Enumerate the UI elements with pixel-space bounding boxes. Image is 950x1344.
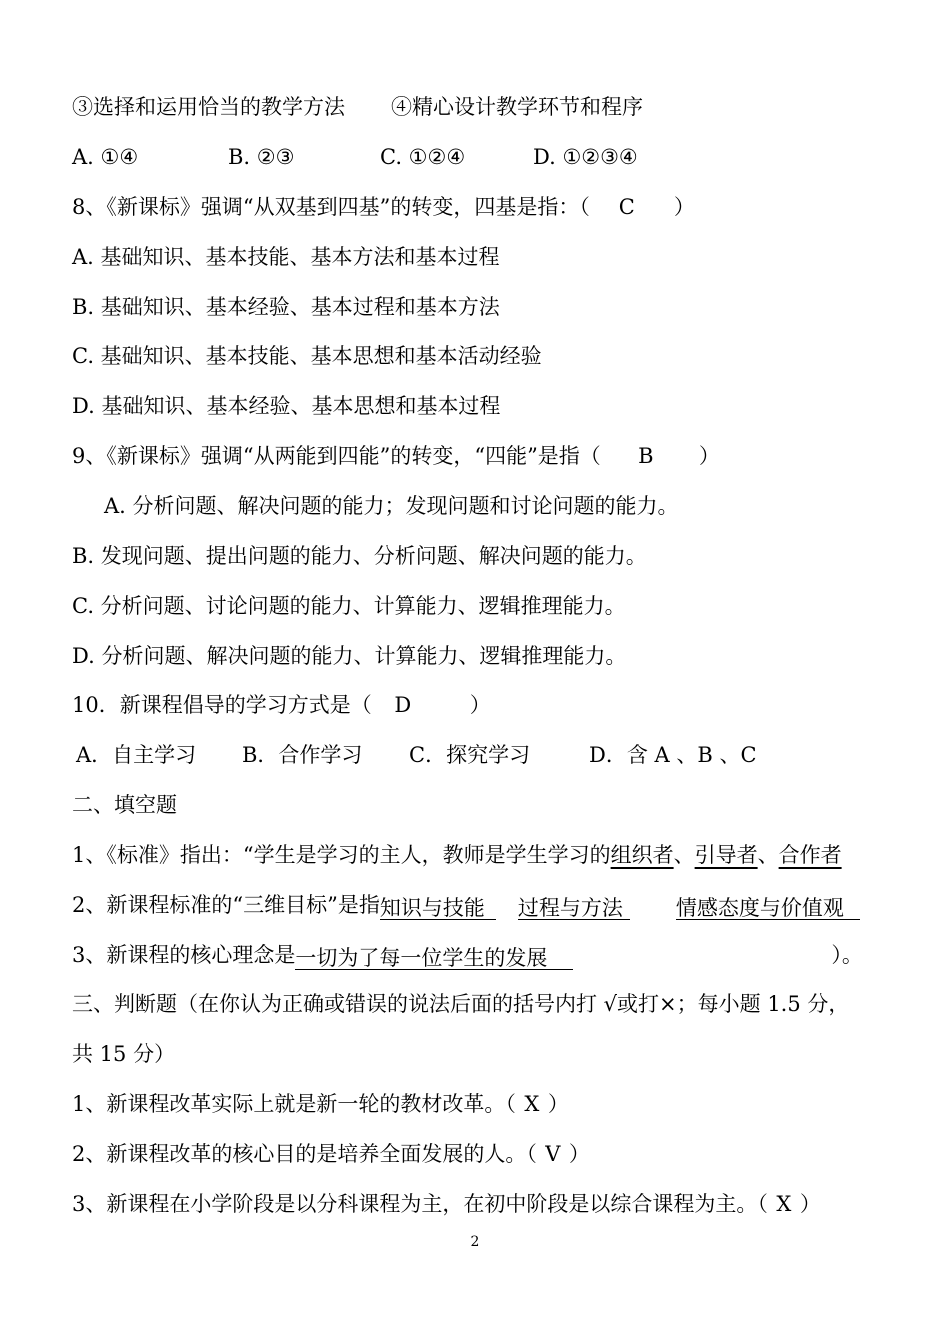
q9-stem: 9、《新课标》强调“从两能到四能”的转变，“四能”是指（ B ） bbox=[72, 441, 720, 471]
q7-option-a: A. ①④ bbox=[72, 145, 139, 169]
tf-1-answer: X bbox=[524, 1092, 540, 1116]
fill-1-answer-3: 合作者 bbox=[778, 843, 842, 867]
q10-option-c: C．探究学习 bbox=[409, 743, 531, 767]
section-3-title-cont: 共 15 分） bbox=[72, 1042, 176, 1066]
tf-3-answer: X bbox=[776, 1192, 792, 1216]
fill-1-answer-1: 组织者 bbox=[610, 843, 674, 867]
q7-options-line bbox=[72, 142, 638, 172]
q7-items-line bbox=[72, 92, 643, 122]
q7-item-3: ③选择和运用恰当的教学方法 bbox=[72, 95, 345, 119]
fill-1: 1、《标准》指出：“学生是学习的主人，教师是学生学习的组织者、引导者、合作者 bbox=[72, 843, 842, 867]
q9-option-c: C. 分析问题、讨论问题的能力、计算能力、逻辑推理能力。 bbox=[72, 594, 626, 618]
q8-option-c: C. 基础知识、基本技能、基本思想和基本活动经验 bbox=[72, 344, 542, 368]
q9-option-d: D. 分析问题、解决问题的能力、计算能力、逻辑推理能力。 bbox=[72, 644, 627, 668]
q10-option-d: D．含 A 、B 、C bbox=[589, 743, 757, 767]
q7-item-4: ④精心设计教学环节和程序 bbox=[391, 95, 643, 119]
tf-item-3: 3、新课程在小学阶段是以分科课程为主，在初中阶段是以综合课程为主。（ X ） bbox=[72, 1189, 821, 1219]
q10-stem: 10．新课程倡导的学习方式是（ D ） bbox=[72, 690, 491, 720]
q8-option-b: B. 基础知识、基本经验、基本过程和基本方法 bbox=[72, 295, 500, 319]
q8-option-a: A. 基础知识、基本技能、基本方法和基本过程 bbox=[72, 245, 500, 269]
q9-answer: B bbox=[638, 444, 654, 468]
fill-2: 2、新课程标准的“三维目标”是指知识与技能 过程与方法 情感态度与价值观 bbox=[72, 890, 860, 920]
fill-3: 3、新课程的核心理念是一切为了每一位学生的发展 ）。 bbox=[72, 943, 863, 970]
fill-2-answer-3: 情感态度与价值观 bbox=[676, 893, 860, 920]
page-number: 2 bbox=[470, 1234, 480, 1250]
q7-option-c: C. ①②④ bbox=[380, 145, 466, 169]
q10-option-a: A．自主学习 bbox=[76, 743, 197, 767]
q10-option-b: B．合作学习 bbox=[242, 743, 363, 767]
tf-item-1: 1、新课程改革实际上就是新一轮的教材改革。（ X ） bbox=[72, 1089, 569, 1119]
q9-option-a: A. 分析问题、解决问题的能力；发现问题和讨论问题的能力。 bbox=[104, 494, 679, 518]
tf-item-2: 2、新课程改革的核心目的是培养全面发展的人。（ V ） bbox=[72, 1139, 590, 1169]
fill-1-answer-2: 引导者 bbox=[694, 843, 758, 867]
q10-options-line bbox=[76, 740, 757, 770]
section-3-title: 三、判断题（在你认为正确或错误的说法后面的括号内打 √或打×；每小题 1.5 分， bbox=[72, 992, 850, 1016]
fill-3-answer: 一切为了每一位学生的发展 bbox=[295, 943, 573, 970]
q8-option-d: D. 基础知识、基本经验、基本思想和基本过程 bbox=[72, 394, 501, 418]
q9-option-b: B. 发现问题、提出问题的能力、分析问题、解决问题的能力。 bbox=[72, 544, 647, 568]
section-2-title: 二、填空题 bbox=[72, 793, 177, 817]
q7-option-b: B. ②③ bbox=[228, 145, 295, 169]
fill-2-answer-2: 过程与方法 bbox=[518, 893, 630, 920]
q10-answer: D bbox=[394, 693, 412, 717]
q7-option-d: D. ①②③④ bbox=[533, 145, 638, 169]
tf-2-answer: V bbox=[545, 1142, 561, 1166]
q8-stem: 8、《新课标》强调“从双基到四基”的转变，四基是指：（ C ） bbox=[72, 192, 695, 222]
fill-2-answer-1: 知识与技能 bbox=[380, 893, 496, 920]
q8-answer: C bbox=[618, 195, 635, 219]
